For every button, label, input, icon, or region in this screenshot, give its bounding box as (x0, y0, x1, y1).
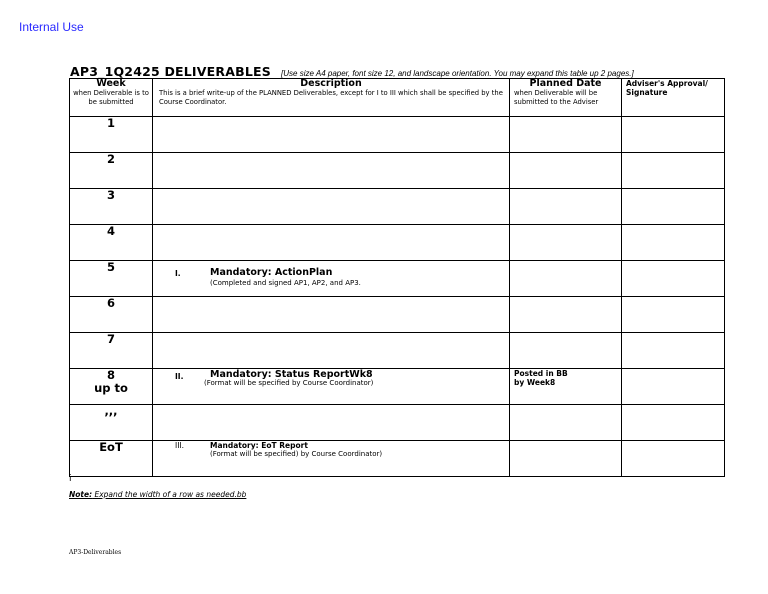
deliverable-title: Mandatory: EoT Report (210, 441, 308, 450)
note-line (69, 490, 246, 499)
description-cell[interactable] (153, 441, 510, 477)
week-number: 8 (106, 368, 115, 382)
planned-date-cell[interactable] (510, 153, 622, 189)
week-cell: 4 (70, 225, 153, 261)
adviser-signature-cell[interactable] (622, 297, 725, 333)
planned-date-line-1: Posted in BB (514, 369, 568, 378)
deliverable-title: Mandatory: ActionPlan (210, 267, 333, 278)
week-cell: 3 (70, 189, 153, 225)
item-number: II. (175, 372, 184, 381)
adviser-signature-cell[interactable] (622, 261, 725, 297)
adviser-signature-cell[interactable] (622, 405, 725, 441)
header-description-title: Description (300, 78, 362, 89)
table-row (70, 117, 725, 153)
item-number: I. (175, 269, 181, 278)
description-cell[interactable] (153, 297, 510, 333)
planned-date-cell[interactable] (510, 117, 622, 153)
week-cell: 5 (70, 261, 153, 297)
planned-date-cell[interactable] (510, 297, 622, 333)
header-week-title: Week (96, 78, 126, 89)
header-planned-title: Planned Date (529, 78, 602, 89)
adviser-signature-cell[interactable] (622, 189, 725, 225)
planned-date-cell[interactable] (510, 189, 622, 225)
note-label: Note: (69, 490, 93, 499)
deliverables-table (69, 78, 725, 477)
deliverable-note: (Completed and signed AP1, AP2, and AP3. (210, 279, 361, 287)
adviser-signature-cell[interactable] (622, 153, 725, 189)
week-cell: 7 (70, 333, 153, 369)
deliverable-title: Mandatory: Status ReportWk8 (210, 369, 373, 380)
note-text: Expand the width of a row as needed.bb (92, 490, 247, 499)
adviser-signature-cell[interactable] (622, 333, 725, 369)
table-row (70, 189, 725, 225)
document-title: AP3_1Q2425 DELIVERABLES (70, 64, 271, 79)
table-row (70, 297, 725, 333)
header-planned-date (510, 79, 622, 117)
description-cell[interactable] (153, 189, 510, 225)
header-planned-sub: when Deliverable will be submitted to the Adviser (514, 89, 599, 106)
table-row (70, 153, 725, 189)
description-cell[interactable] (153, 333, 510, 369)
planned-date-cell[interactable] (510, 405, 622, 441)
adviser-signature-cell[interactable] (622, 225, 725, 261)
planned-date-cell[interactable] (510, 369, 622, 405)
planned-date-cell[interactable] (510, 333, 622, 369)
header-adviser-title: Adviser's Approval/ Signature (626, 79, 708, 97)
table-row (70, 369, 725, 405)
planned-date-cell[interactable] (510, 441, 622, 477)
header-description (153, 79, 510, 117)
week-cell: 2 (70, 153, 153, 189)
instructions-text: [Use size A4 paper, font size 12, and landscape orientation. You may expand this table up 2 pages.] (281, 69, 634, 78)
description-cell[interactable] (153, 225, 510, 261)
internal-use-label: Internal Use (19, 20, 84, 34)
table-row (70, 333, 725, 369)
week-range-label: up to (94, 381, 128, 395)
planned-date-cell[interactable] (510, 225, 622, 261)
table-row (70, 261, 725, 297)
header-week (70, 79, 153, 117)
header-adviser (622, 79, 725, 117)
planned-date-cell[interactable] (510, 261, 622, 297)
table-row (70, 405, 725, 441)
item-number: III. (175, 441, 185, 450)
stray-text: i (69, 474, 72, 484)
description-cell[interactable] (153, 261, 510, 297)
adviser-signature-cell[interactable] (622, 369, 725, 405)
description-cell[interactable] (153, 369, 510, 405)
planned-date-line-2: by Week8 (514, 378, 556, 387)
week-cell: EoT (70, 441, 153, 477)
header-description-sub: This is a brief write-up of the PLANNED Deliverables, except for I to III which shall be specified by the Course Coordinator. (159, 89, 503, 106)
table-header-row (70, 79, 725, 117)
adviser-signature-cell[interactable] (622, 117, 725, 153)
table-row (70, 225, 725, 261)
week-cell: 6 (70, 297, 153, 333)
adviser-signature-cell[interactable] (622, 441, 725, 477)
description-cell[interactable] (153, 153, 510, 189)
footer-label: AP3-Deliverables (69, 549, 122, 556)
description-cell[interactable] (153, 405, 510, 441)
description-cell[interactable] (153, 117, 510, 153)
week-cell: 1 (70, 117, 153, 153)
table-row (70, 441, 725, 477)
week-cell (70, 369, 153, 405)
week-cell: ,,, (70, 405, 153, 441)
deliverable-note: (Format will be specified) by Course Coordinator) (210, 450, 383, 458)
header-week-sub: when Deliverable is to be submitted (73, 89, 149, 106)
deliverable-note: (Format will be specified by Course Coordinator) (204, 379, 374, 387)
